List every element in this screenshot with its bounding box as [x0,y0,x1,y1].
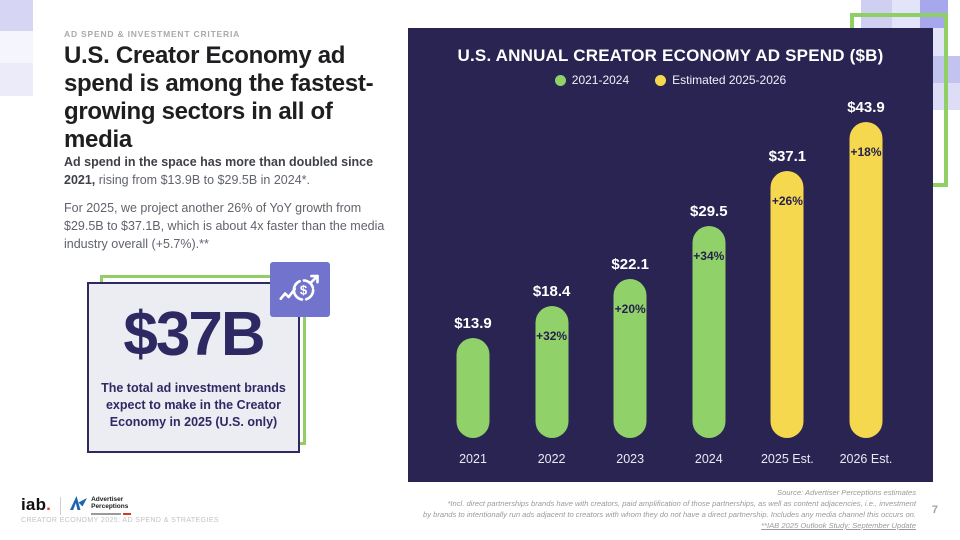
legend-label: Estimated 2025-2026 [672,73,787,87]
deck-title: CREATOR ECONOMY 2025: AD SPEND & STRATEGIES [21,517,219,524]
chart-panel [408,28,933,482]
iab-logo [21,496,51,513]
ap-tagline-accent [123,513,131,515]
bar-value-label: $37.1 [768,148,807,165]
axis-year-label: 2025 Est. [760,452,814,466]
chart-bar-group [512,28,592,482]
footer-logos [21,496,131,515]
chart-bar-group [669,28,749,482]
logo-divider [60,497,61,515]
bar-pct-label: +32% [536,329,568,343]
body-paragraph-1 [64,154,398,190]
bar-value-label: $13.9 [454,315,492,332]
stat-caption: The total ad investment brands expect to make in the Creator Economy in 2025 (U.S. only) [101,381,286,429]
bar [771,171,804,438]
body-paragraph-2: For 2025, we project another 26% of YoY growth from $29.5B to $37.1B, which is about 4x faster than the media industry overall (+5.7%).** [64,201,385,251]
source-line: Source: Advertiser Perceptions estimates [777,488,916,497]
page-number: 7 [931,504,938,516]
eyebrow-label: AD SPEND & INVESTMENT CRITERIA [64,29,241,39]
axis-year-label: 2024 [694,452,723,466]
ap-logo-line1: Advertiser [91,496,124,503]
bar-value-label: $43.9 [847,99,885,116]
decor-square [0,0,33,31]
trend-up-dollar-icon [270,262,330,317]
bar-pct-label: +18% [850,145,882,159]
chart-title: U.S. ANNUAL CREATOR ECONOMY AD SPEND ($B) [457,46,884,65]
ap-logo-line2: Perceptions [91,503,129,511]
axis-year-label: 2022 [537,452,566,466]
chart-bar-group [433,28,513,482]
svg-text:$: $ [299,281,308,297]
ap-tagline-bar [91,513,121,515]
axis-year-label: 2021 [459,452,487,466]
chart-bar-group [590,28,670,482]
bar [850,122,883,438]
footnote-line: by brands to intentionally run ads adjacent to creators with whom they do not have a direct partnership. Includes any media channel this occurs on. [422,510,916,519]
footnote-line: *Incl. direct partnerships brands have with creators, paid amplification of those partnerships, as well as content adjacencies, i.e., investment [447,499,916,508]
bar-value-label: $22.1 [611,256,649,273]
advertiser-perceptions-logo [70,496,131,515]
bar-pct-label: +20% [614,302,646,316]
chart-bar-group [826,28,906,482]
axis-year-label: 2023 [616,452,645,466]
bar-pct-label: +26% [771,194,803,208]
stat-value: $37B [123,300,264,369]
chart-bar-group [747,28,827,482]
page-title: U.S. Creator Economy ad spend is among the fastest-growing sectors in all of media [64,42,374,154]
ap-logo-icon [70,496,87,511]
decor-square [0,31,33,63]
bar [614,279,647,438]
ap-logo-text [91,496,131,511]
iab-logo-text: iab [21,495,47,514]
stat-card [87,282,300,453]
legend-label: 2021-2024 [571,73,630,87]
body-paragraph-1-bold: Ad spend in the space has more than doubled since 2021, [64,155,374,187]
source-footnotes [356,487,916,531]
outlook-study-link[interactable]: **IAB 2025 Outlook Study: September Update [761,521,916,530]
bar [692,226,725,438]
iab-logo-dot: . [46,495,52,514]
bar [457,338,490,438]
body-paragraph-1-rest: rising from $13.9B to $29.5B in 2024*. [95,172,310,187]
bar [535,306,568,438]
bar-value-label: $29.5 [690,203,728,220]
chart-columns [408,28,933,482]
bar-pct-label: +34% [693,249,725,263]
bar-value-label: $18.4 [532,283,571,300]
axis-year-label: 2026 Est. [839,452,893,466]
decor-square [0,63,33,96]
ap-tagline [91,513,131,515]
